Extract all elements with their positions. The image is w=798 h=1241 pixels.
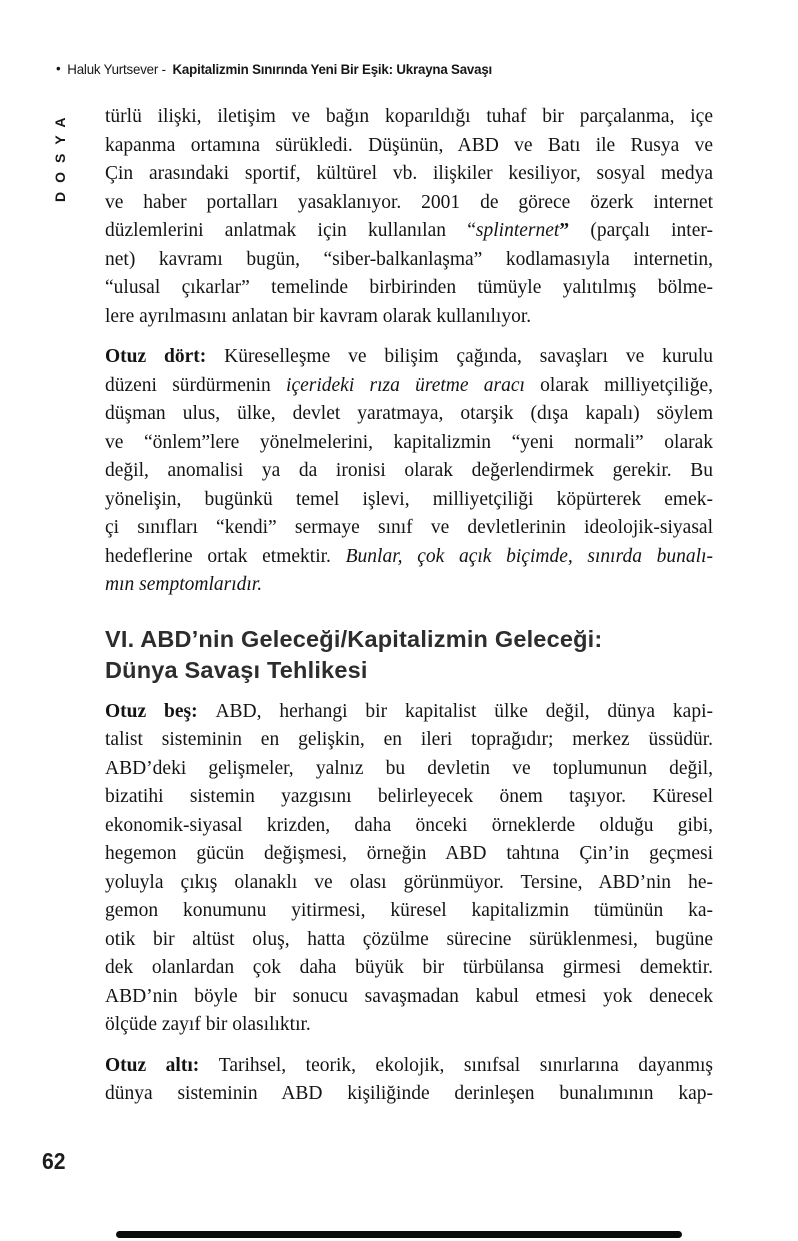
body-line <box>105 726 713 755</box>
header-book-title: Kapitalizmin Sınırında Yeni Bir Eşik: Ukrayna Savaşı <box>172 61 493 77</box>
paragraph <box>105 103 713 331</box>
text-run: çi sınıfları “kendi” sermaye sınıf ve devletlerinin ideolojik-siyasal <box>105 517 713 538</box>
text-run: ve haber portalları yasaklanıyor. 2001 de görece özerk internet <box>105 191 713 213</box>
body-line <box>105 429 713 458</box>
body-line <box>105 1052 713 1081</box>
text-run: dünya sisteminin ABD kişiliğinde derinleşen bunalımının kap- <box>105 1083 713 1104</box>
body-line <box>105 543 713 572</box>
body-text-column <box>105 103 713 1121</box>
text-run: ABD’nin böyle bir sonucu savaşmadan kabul etmesi yok denecek <box>105 985 713 1007</box>
header-bullet-icon: • <box>56 60 61 76</box>
text-run: içerideki rıza üretme aracı <box>286 374 525 396</box>
text-run: talist sisteminin en gelişkin, en ileri toprağıdır; merkez üssüdür. <box>105 729 713 750</box>
body-line <box>105 457 713 486</box>
body-line <box>105 869 713 898</box>
text-run: hegemon gücün değişmesi, örneğin ABD tahtına Çin’in geçmesi <box>105 843 713 864</box>
side-label-wrap <box>52 92 72 202</box>
section-heading-line: Dünya Savaşı Tehlikesi <box>105 656 368 683</box>
header-author: Haluk Yurtsever - <box>67 61 166 77</box>
text-run: bizatihi sistemin yazgısını belirleyecek önem taşıyor. Küresel <box>105 786 713 807</box>
text-run: Çin arasındaki sportif, kültürel vb. ilişkiler kesiliyor, sosyal medya <box>105 163 713 184</box>
text-run: ” <box>559 220 570 241</box>
body-line <box>105 698 713 727</box>
running-header <box>56 61 492 77</box>
body-line <box>105 217 713 246</box>
body-line <box>105 571 713 600</box>
text-run: gemon konumunu yitirmesi, küresel kapitalizmin tümünün ka- <box>105 900 713 921</box>
body-line <box>105 400 713 429</box>
text-run: Küreselleşme ve bilişim çağında, savaşları ve kurulu <box>224 346 713 367</box>
text-run: dek olanlardan çok daha büyük bir türbülansa girmesi demektir. <box>105 957 713 978</box>
body-line <box>105 372 713 401</box>
text-run: ekonomik-siyasal krizden, daha önceki örneklerde olduğu gibi, <box>105 814 713 836</box>
body-line <box>105 132 713 161</box>
text-run: Otuz beş: <box>105 700 216 722</box>
paragraph <box>105 1052 713 1109</box>
section-heading <box>105 624 713 686</box>
page-number: 62 <box>42 1148 66 1174</box>
text-run: otik bir altüst oluş, hatta çözülme sürecine sürüklenmesi, bugüne <box>105 928 713 950</box>
text-run: değil, anomalisi ya da ironisi olarak değerlendirmek gerekir. Bu <box>105 460 713 481</box>
body-line <box>105 274 713 303</box>
text-run: kapanma ortamına sürükledi. Düşünün, ABD ve Batı ile Rusya ve <box>105 134 713 156</box>
text-run: hedeflerine ortak etmektir. <box>105 545 346 567</box>
body-line <box>105 840 713 869</box>
text-run: net) kavramı bugün, “siber-balkanlaşma” kodlamasıyla internetin, <box>105 248 713 270</box>
body-line <box>105 160 713 189</box>
paragraph <box>105 698 713 1040</box>
body-line <box>105 303 713 332</box>
text-run: düzeni sürdürmenin <box>105 374 287 396</box>
body-line <box>105 812 713 841</box>
body-line <box>105 983 713 1012</box>
body-line <box>105 755 713 784</box>
body-line <box>105 514 713 543</box>
body-line <box>105 783 713 812</box>
text-run: (parçalı inter- <box>569 220 713 241</box>
body-line <box>105 926 713 955</box>
text-run: ABD, herhangi bir kapitalist ülke değil, dünya kapi- <box>215 700 713 722</box>
text-run: Otuz altı: <box>105 1054 219 1076</box>
text-run: Otuz dört: <box>105 346 225 367</box>
side-label-dosya: DOSYA <box>52 108 68 202</box>
body-line <box>105 189 713 218</box>
text-run: yönelişin, bugünkü temel işlevi, milliyetçiliği köpürterek emek- <box>105 488 713 510</box>
text-run: Bunlar, çok açık biçimde, sınırda bunalı- <box>345 545 713 567</box>
text-run: düzlemlerini anlatmak için kullanılan “ <box>105 220 476 241</box>
body-line <box>105 1080 713 1109</box>
text-run: olarak milliyetçiliğe, <box>524 374 713 396</box>
body-line <box>105 246 713 275</box>
text-run: yoluyla çıkış olanaklı ve olası görünmüyor. Tersine, ABD’nin he- <box>105 871 713 893</box>
text-run: “ulusal çıkarlar” temelinde birbirinden tümüyle yalıtılmış bölme- <box>105 277 713 298</box>
text-run: türlü ilişki, iletişim ve bağın koparıldığı tuhaf bir parçalanma, içe <box>105 106 713 127</box>
home-indicator-bar[interactable] <box>116 1231 682 1238</box>
text-run: splinternet <box>475 220 560 241</box>
text-run: düşman ulus, ülke, devlet yaratmaya, otarşik (dışa kapalı) söylem <box>105 403 713 424</box>
text-run: ölçüde zayıf bir olasılıktır. <box>105 1014 311 1035</box>
paragraph <box>105 343 713 600</box>
text-run: Tarihsel, teorik, ekolojik, sınıfsal sınırlarına dayanmış <box>218 1054 713 1076</box>
body-line <box>105 1011 713 1040</box>
text-run: ABD’deki gelişmeler, yalnız bu devletin ve toplumunun değil, <box>105 757 713 779</box>
text-run: lere ayrılmasını anlatan bir kavram olarak kullanılıyor. <box>105 305 532 327</box>
body-line <box>105 343 713 372</box>
body-line <box>105 954 713 983</box>
text-run: mın semptomlarıdır. <box>105 574 263 595</box>
body-line <box>105 486 713 515</box>
section-heading-line: VI. ABD’nin Geleceği/Kapitalizmin Geleceği: <box>105 625 603 652</box>
text-run: ve “önlem”lere yönelmelerini, kapitalizmin “yeni normali” olarak <box>105 431 713 453</box>
body-line <box>105 897 713 926</box>
body-line <box>105 103 713 132</box>
